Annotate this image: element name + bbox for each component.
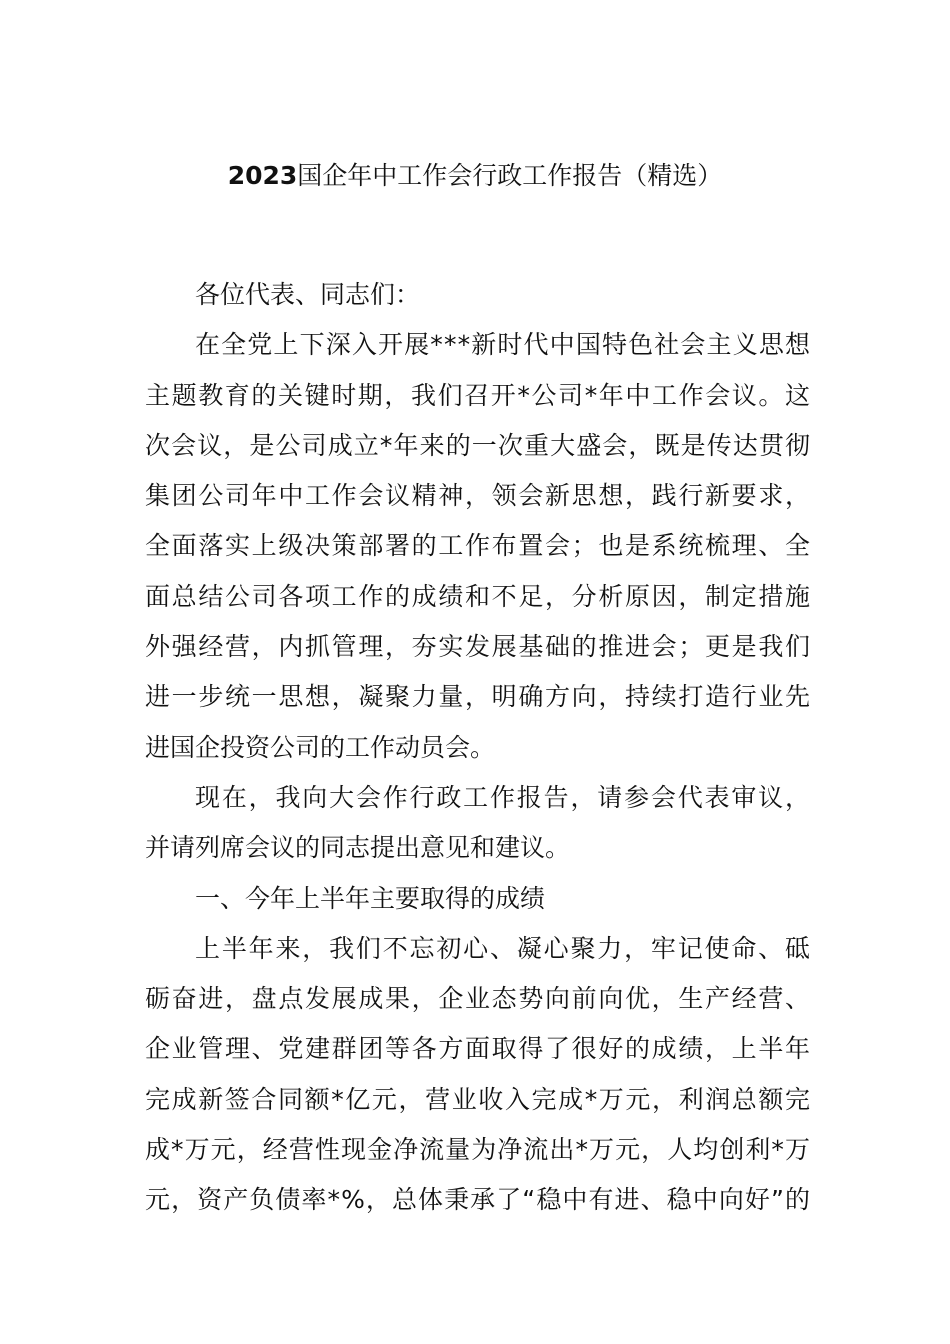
text-line: 进一步统一思想，凝聚力量，明确方向，持续打造行业先: [145, 682, 812, 712]
text-line: 成*万元，经营性现金净流量为净流出*万元，人均创利*万: [145, 1135, 812, 1165]
text-line: 全面落实上级决策部署的工作布置会；也是系统梳理、全: [145, 531, 812, 561]
text-line: 砺奋进，盘点发展成果，企业态势向前向优，生产经营、: [145, 984, 812, 1014]
text-line: 完成新签合同额*亿元，营业收入完成*万元，利润总额完: [145, 1084, 812, 1114]
text-line: 外强经营，内抓管理，夯实发展基础的推进会；更是我们: [145, 632, 812, 662]
document-body: [145, 270, 810, 1226]
text-line: 集团公司年中工作会议精神，领会新思想，践行新要求，: [145, 481, 812, 511]
text-line: 进国企投资公司的工作动员会。: [145, 732, 496, 762]
text-line: 元，资产负债率*%，总体秉承了“稳中有进、稳中向好”的: [145, 1185, 812, 1215]
text-line: 在全党上下深入开展***新时代中国特色社会主义思想: [195, 330, 812, 360]
text-line: 面总结公司各项工作的成绩和不足，分析原因，制定措施: [145, 581, 812, 611]
text-line: 企业管理、党建群团等各方面取得了很好的成绩，上半年: [145, 1034, 812, 1064]
document-title: [0, 157, 950, 195]
text-line: 一、今年上半年主要取得的成绩: [195, 883, 546, 913]
text-line: 并请列席会议的同志提出意见和建议。: [145, 833, 571, 863]
text-line: 上半年来，我们不忘初心、凝心聚力，牢记使命、砥: [195, 933, 812, 963]
text-line: 次会议，是公司成立*年来的一次重大盛会，既是传达贯彻: [145, 430, 812, 460]
text-line: 主题教育的关键时期，我们召开*公司*年中工作会议。这: [145, 380, 812, 410]
text-line: 现在，我向大会作行政工作报告，请参会代表审议，: [195, 782, 812, 812]
title-year: 2023: [227, 161, 298, 190]
title-text: 国企年中工作会行政工作报告（精选）: [297, 161, 723, 190]
text-line: 各位代表、同志们：: [195, 280, 421, 309]
